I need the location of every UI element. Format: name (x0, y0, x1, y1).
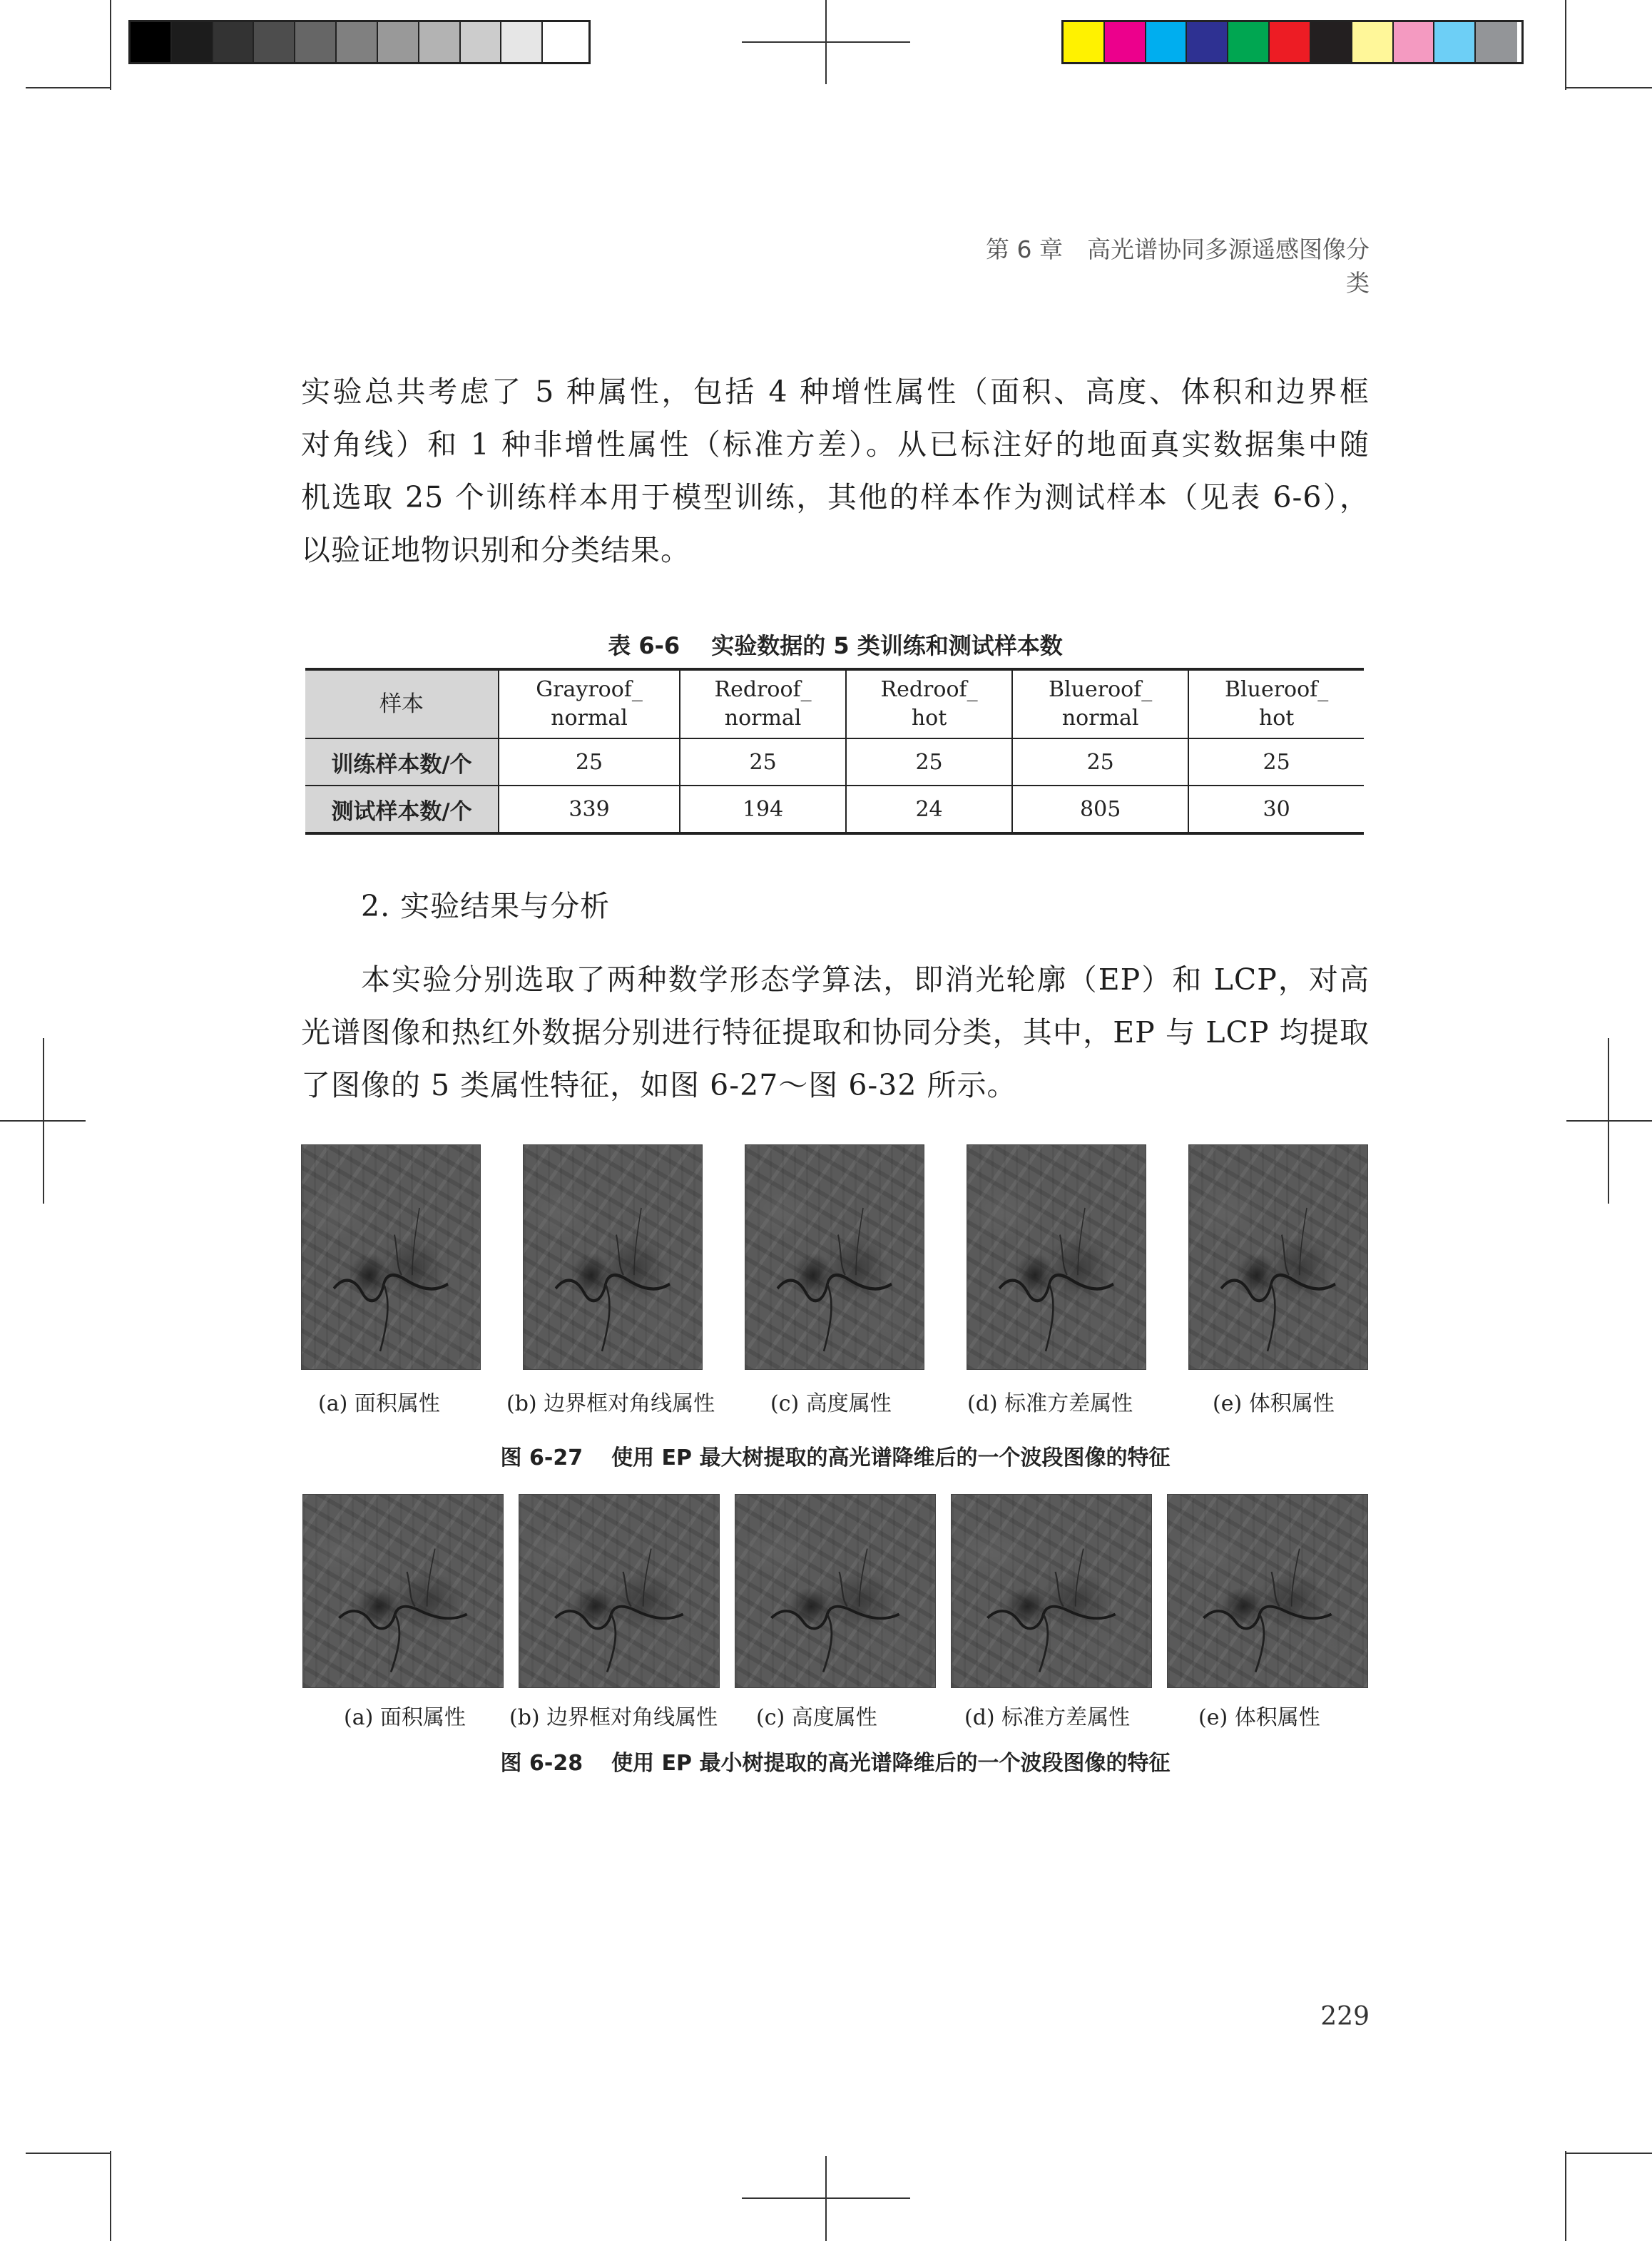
table-caption (301, 628, 1370, 661)
color-swatch (1146, 22, 1188, 62)
color-swatch (1394, 22, 1435, 62)
table-cell: 25 (1012, 738, 1188, 786)
table-cell: 25 (680, 738, 846, 786)
figure-6-28-image-a (302, 1494, 504, 1688)
gray-swatch (543, 22, 584, 62)
page-number: 229 (1320, 2002, 1370, 2031)
table-column-header: Redroof_ hot (846, 669, 1012, 738)
paragraph-results (301, 953, 1370, 1112)
figure-6-28-subcaption: (b) 边界框对角线属性 (509, 1705, 718, 1730)
figure-6-27-subcaption: (d) 标准方差属性 (967, 1391, 1133, 1416)
running-head-chapter: 第 6 章 (986, 235, 1063, 263)
figure-6-28-image-b (519, 1494, 720, 1688)
table-row-label: 测试样本数/个 (305, 786, 499, 833)
figure-6-27-image-b (523, 1144, 703, 1370)
table-cell: 339 (499, 786, 680, 833)
running-head (963, 231, 1370, 298)
table-row-training (305, 738, 1364, 786)
table-column-header: Grayroof_ normal (499, 669, 680, 738)
color-swatch (1187, 22, 1228, 62)
color-swatch (1352, 22, 1394, 62)
figure-6-27-image-c (745, 1144, 924, 1370)
figure-6-27-subcaption: (c) 高度属性 (770, 1391, 892, 1416)
table-cell: 194 (680, 786, 846, 833)
figure-6-27-subcaption: (b) 边界框对角线属性 (506, 1391, 715, 1416)
table-cell: 30 (1188, 786, 1364, 833)
figure-6-27-image-e (1188, 1144, 1368, 1370)
paragraph-line: 实验总共考虑了 5 种属性，包括 4 种增性属性（面积、高度、体积和边界框 (301, 375, 1370, 409)
figure-title: 使用 EP 最大树提取的高光谱降维后的一个波段图像的特征 (611, 1445, 1171, 1470)
table-cell: 25 (1188, 738, 1364, 786)
paragraph-line: 本实验分别选取了两种数学形态学算法，即消光轮廓（EP）和 LCP，对高 (361, 962, 1370, 997)
gray-swatch (378, 22, 419, 62)
figure-6-27-image-a (301, 1144, 481, 1370)
paragraph-attributes (301, 365, 1370, 576)
gray-swatch (501, 22, 543, 62)
table-cell: 24 (846, 786, 1012, 833)
gray-swatch (172, 22, 213, 62)
paragraph-line: 以验证地物识别和分类结果。 (301, 533, 690, 567)
figure-6-28-caption (301, 1745, 1370, 1777)
grayscale-calibration-bar (128, 20, 591, 64)
figure-6-28-subcaption: (d) 标准方差属性 (964, 1705, 1131, 1730)
table-row-label: 训练样本数/个 (305, 738, 499, 786)
table-cell: 805 (1012, 786, 1188, 833)
running-head-title: 高光谱协同多源遥感图像分类 (1087, 235, 1370, 297)
color-swatch (1064, 22, 1105, 62)
color-swatch (1105, 22, 1146, 62)
color-swatch (1434, 22, 1476, 62)
color-swatch (1311, 22, 1352, 62)
table-header-row (305, 669, 1364, 738)
figure-6-27-image-d (967, 1144, 1146, 1370)
figure-title: 使用 EP 最小树提取的高光谱降维后的一个波段图像的特征 (611, 1751, 1171, 1776)
figure-6-28-image-c (735, 1494, 936, 1688)
figure-6-28-image-e (1167, 1494, 1368, 1688)
table-cell: 25 (846, 738, 1012, 786)
table-cell: 25 (499, 738, 680, 786)
figure-6-28-subcaption: (a) 面积属性 (344, 1705, 466, 1730)
gray-swatch (419, 22, 461, 62)
figure-6-27-subcaption: (e) 体积属性 (1213, 1391, 1335, 1416)
paragraph-line: 对角线）和 1 种非增性属性（标准方差）。从已标注好的地面真实数据集中随 (301, 427, 1370, 462)
gray-swatch (254, 22, 295, 62)
table-title: 实验数据的 5 类训练和测试样本数 (711, 632, 1063, 659)
gray-swatch (461, 22, 502, 62)
table-column-header: Redroof_ normal (680, 669, 846, 738)
sample-count-table (305, 668, 1364, 835)
table-column-header: Blueroof_ normal (1012, 669, 1188, 738)
figure-6-28-subcaption: (c) 高度属性 (756, 1705, 877, 1730)
figure-number: 图 6-27 (500, 1445, 583, 1470)
color-swatch (1476, 22, 1517, 62)
gray-swatch (213, 22, 255, 62)
section-heading: 2. 实验结果与分析 (361, 889, 611, 923)
table-number: 表 6-6 (608, 632, 680, 659)
color-calibration-bar (1061, 20, 1524, 64)
table-corner-cell: 样本 (305, 669, 499, 738)
paragraph-line: 机选取 25 个训练样本用于模型训练，其他的样本作为测试样本（见表 6-6）， (301, 480, 1370, 514)
paragraph-line: 光谱图像和热红外数据分别进行特征提取和协同分类，其中，EP 与 LCP 均提取 (301, 1015, 1370, 1050)
gray-swatch (337, 22, 378, 62)
gray-swatch (295, 22, 337, 62)
table-column-header: Blueroof_ hot (1188, 669, 1364, 738)
figure-6-27-subcaption: (a) 面积属性 (318, 1391, 440, 1416)
color-swatch (1228, 22, 1270, 62)
figure-number: 图 6-28 (500, 1751, 583, 1776)
figure-6-28-image-d (951, 1494, 1152, 1688)
figure-6-28-subcaption: (e) 体积属性 (1198, 1705, 1320, 1730)
figure-6-27-caption (301, 1440, 1370, 1471)
table-row-testing (305, 786, 1364, 833)
gray-swatch (131, 22, 172, 62)
paragraph-line: 了图像的 5 类属性特征，如图 6-27～图 6-32 所示。 (301, 1068, 1017, 1102)
color-swatch (1270, 22, 1311, 62)
